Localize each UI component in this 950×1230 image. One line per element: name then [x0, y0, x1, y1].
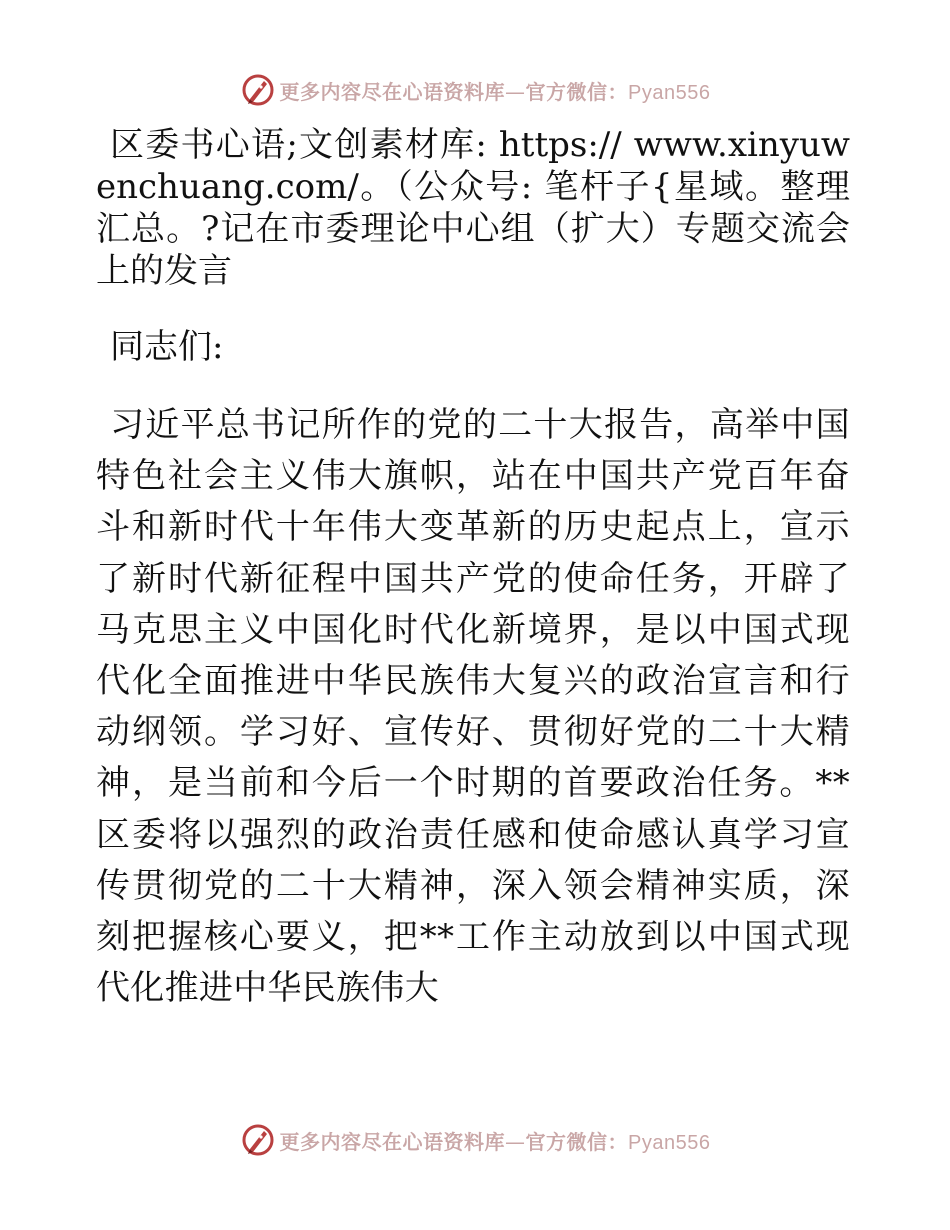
body-paragraph: 习近平总书记所作的党的二十大报告，高举中国特色社会主义伟大旗帜，站在中国共产党百年奋斗和新时代十年伟大变革新的历史起点上，宣示了新时代新征程中国共产党的使命任务，开辟了马克思主义中国化时代化新境界，是以中国式现代化全面推进中华民族伟大复兴的政治宣言和行动纲领。学习好、宣传好、贯彻好党的二十大精神，是当前和今后一个时期的首要政治任务。**区委将以强烈的政治责任感和使命感认真学习宣传贯彻党的二十大精神，深入领会精神实质，深刻把握核心要义，把**工作主动放到以中国式现代化推进中华民族伟大	[96, 405, 850, 1009]
watermark-wechat-id: Pyan556	[628, 1131, 711, 1154]
watermark-wechat-label: 官方微信：	[525, 1129, 629, 1154]
intro-paragraph: 区委书心语;文创素材库: https:// www.xinyuwenchuang.com/。（公众号: 笔杆子{星域。整理汇总。?记在市委理论中心组（扩大）专题交流会上的发言	[96, 125, 850, 291]
watermark-site: 更多内容尽在心语资料库	[279, 79, 506, 104]
watermark-separator: —	[505, 1129, 526, 1154]
greeting-paragraph: 同志们:	[110, 327, 224, 367]
header-watermark	[0, 70, 950, 110]
watermark-wechat-label: 官方微信：	[525, 79, 629, 104]
watermark-site: 更多内容尽在心语资料库	[279, 1129, 506, 1154]
pen-nib-logo-icon	[240, 1122, 276, 1158]
pen-nib-logo-icon	[240, 72, 276, 108]
footer-watermark	[0, 1120, 950, 1160]
watermark-text	[280, 1126, 711, 1155]
watermark-wechat-id: Pyan556	[628, 81, 711, 104]
watermark-text	[280, 76, 711, 105]
watermark-separator: —	[505, 79, 526, 104]
document-body	[96, 124, 850, 1014]
